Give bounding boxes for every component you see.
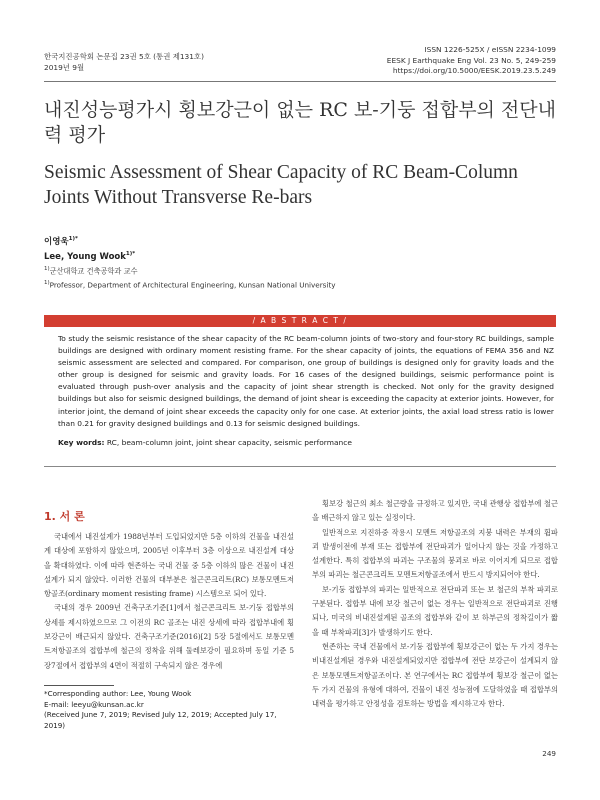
- keywords: [58, 437, 554, 449]
- abstract-text: To study the seismic resistance of the shear capacity of the RC beam-column joints of two-story and four-story RC buildings, sample buildings are designed with ordinary moment resisting frame. For the shear capacity of joints, the equations of FEMA 356 and NZ seismic assessment are selected and compared. For comparison, one group of buildings is designed only for gravity loads and the other group is designed for seismic and gravity loads. For 16 cases of the designed buildings, seismic performance point is evaluated through push-over analysis and the capacity of joint shear strength is checked. Not only for the gravity designed buildings but also for seismic designed buildings, the demand of joint shear is exceeding the capacity at exterior joints. However, for interior joint, the demand of joint shear exceeds the capacity only for one case. At exterior joints, the axial load stress ratio is lower than 0.21 for gravity designed buildings and 0.13 for seismic designed buildings.: [58, 334, 554, 428]
- abstract-divider: [44, 466, 556, 467]
- author-name-ko: 이영욱: [44, 236, 69, 247]
- corresponding-author: *Corresponding author: Lee, Young Wook: [44, 689, 192, 698]
- abstract-label: / A B S T R A C T /: [252, 316, 348, 325]
- paragraph: 횡보강 철근의 최소 철근량을 규정하고 있지만, 국내 관행상 접합부에 철근을 배근하지 않고 있는 실정이다.: [312, 499, 558, 523]
- footnote-divider: [44, 685, 114, 686]
- body-column-left: [44, 530, 294, 673]
- affiliation-en-line: [44, 277, 564, 291]
- journal-header-right: [387, 45, 556, 77]
- paragraph: 국내에서 내진설계가 1988년부터 도입되었지만 5층 이하의 건물을 내진설계 대상에 포함하지 않았으며, 2005년 이후부터 3층 이상으로 내진설계 대상을 확대하였다. 이에 따라 현존하는 국내 건물 중 5층 이하의 많은 건물이 내진 설계가 되지 않았다. 이러한 건물의 대부분은 철근콘크리트(RC) 보통모멘트저항골조(ordinary moment resisting frame) 시스템으로 되어 있다.: [44, 532, 294, 599]
- title-korean: 내진성능평가시 횡보강근이 없는 RC 보-기둥 접합부의 전단내력 평가: [44, 99, 556, 146]
- journal-name-ko: 한국지진공학회 논문집 23권 5호 (통권 제131호): [44, 52, 204, 61]
- author-name-en-sup: 1)*: [125, 250, 136, 257]
- paragraph: 국내의 경우 2009년 건축구조기준[1]에서 철근콘크리트 보-기둥 접합부의 상세를 제시하였으므로 그 이전의 RC 골조는 내진 상세에 따라 접합부내에 횡보강근이 배근되지 않았다. 건축구조기준(2016)[2] 5장 5절에서도 보통모멘트저항골조의 접합부에 철근의 정착을 위해 둘레보강이 필요하며 동일 기준 5장7절에서 접합부의 4면이 적절히 구속되지 않은 경우에: [44, 603, 294, 670]
- title-english: Seismic Assessment of Shear Capacity of RC Beam-Column Joints Without Transverse Re-bars: [44, 162, 518, 208]
- author-block: [44, 233, 564, 291]
- author-name-ko-sup: 1)*: [68, 236, 78, 242]
- doi-link[interactable]: https://doi.org/10.5000/EESK.2019.23.5.249: [392, 66, 556, 75]
- paragraph: 현존하는 국내 건물에서 보-기둥 접합부에 횡보강근이 없는 두 가지 경우는 비내진설계된 경우와 내진설계되었지만 접합부에 전단 보강근이 설계되지 않은 보통모멘트저항골조이다. 본 연구에서는 RC 접합부에 횡보강 철근이 없는 두 가지 건물의 유형에 대하여, 건물이 내진 성능점에 도달하였을 때 접합부의 내력을 평가하고 안정성을 검토하는 방법을 제시하고자 한다.: [312, 641, 558, 709]
- journal-header-left: [44, 51, 204, 73]
- author-name-en: Lee, Young Wook: [44, 251, 126, 262]
- header-divider: [44, 81, 556, 82]
- received-dates: (Received June 7, 2019; Revised July 12, 2019; Accepted July 17, 2019): [44, 710, 277, 730]
- issue-date: 2019년 9월: [44, 63, 85, 72]
- section-heading-introduction: 1. 서 론: [44, 510, 85, 523]
- affiliation-ko-line: [44, 263, 564, 277]
- journal-name-en: EESK J Earthquake Eng Vol. 23 No. 5, 249-259: [386, 55, 556, 65]
- issn: ISSN 1226-525X / eISSN 2234-1099: [424, 45, 556, 54]
- affiliation-en-sup: 1): [44, 280, 50, 287]
- author-email[interactable]: E-mail: leeyu@kunsan.ac.kr: [44, 699, 144, 709]
- body-column-right: [312, 497, 558, 711]
- author-name-en-line: [44, 248, 564, 263]
- keywords-label: Key words:: [58, 438, 105, 447]
- affiliation-ko: 군산대학교 건축공학과 교수: [49, 266, 138, 276]
- paragraph: 일반적으로 지진하중 작용시 모멘트 저항골조의 지붕 내력은 부재의 휨파괴 발생이전에 부재 또는 접합부에 전단파괴가 일어나지 않는 것을 가정하고 설계한다. 특히 접합부의 파괴는 구조물의 붕괴로 바로 이어지게 되므로 접합부의 파괴는 철근콘크리트 모멘트저항골조에서 반드시 방지되어야 한다.: [312, 527, 558, 580]
- keywords-list: RC, beam-column joint, joint shear capacity, seismic performance: [106, 438, 352, 447]
- affiliation-en: Professor, Department of Architectural Engineering, Kunsan National University: [49, 280, 336, 290]
- page-number: 249: [542, 749, 556, 758]
- affiliation-ko-sup: 1): [44, 265, 50, 272]
- paragraph: 보-기둥 접합부의 파괴는 일반적으로 전단파괴 또는 보 철근의 부착 파괴로 구분된다. 접합부 내에 보강 철근이 없는 경우는 일반적으로 전단파괴로 진행되나, 미국의 비내진설계된 골조의 접합부와 같이 보 하부근의 정착길이가 짧을 때 부착파괴[3]가 발생하기도 한다.: [312, 584, 558, 637]
- abstract-banner: [44, 315, 556, 327]
- author-name-ko-line: [44, 233, 564, 248]
- footnote: [44, 689, 294, 731]
